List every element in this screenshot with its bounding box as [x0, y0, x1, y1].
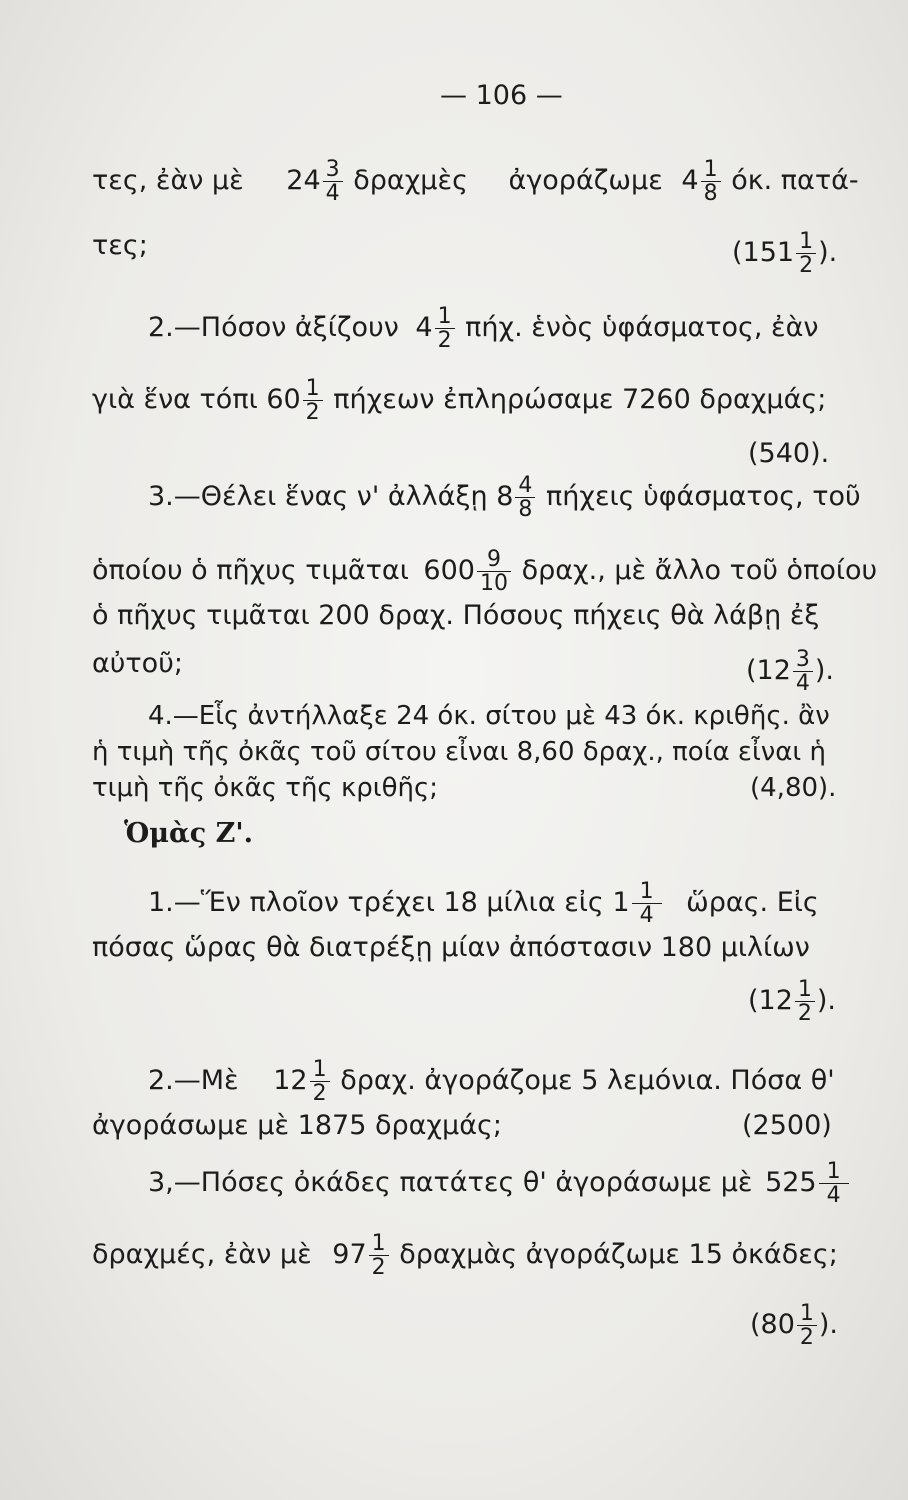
line-text: 2.—Πόσον ἀξίζουν [148, 312, 399, 343]
text-line-9 [92, 648, 183, 680]
answer [742, 1110, 832, 1142]
whole-number: 600 [423, 555, 475, 586]
fraction-denominator: 8 [701, 181, 721, 205]
answer [750, 1302, 838, 1349]
line-text: πήχεων ἐπληρώσαμε 7260 δραχμάς; [333, 384, 827, 415]
fraction-denominator: 4 [632, 903, 662, 927]
fraction [701, 158, 721, 205]
fraction-numerator: 9 [486, 547, 501, 572]
fraction [303, 377, 323, 424]
line-text: όκ. πατά- [731, 165, 859, 196]
fraction [477, 548, 511, 595]
whole-number: 24 [286, 165, 321, 196]
text-line-15 [92, 932, 810, 964]
text-line-20 [92, 1232, 838, 1279]
text-line-4 [92, 377, 826, 424]
line-text: 2.—Μὲ [148, 1065, 239, 1096]
fraction-denominator: 4 [793, 671, 813, 695]
line-text: τες; [92, 230, 148, 261]
fraction-denominator: 2 [303, 400, 323, 424]
fraction [632, 880, 662, 927]
text-line-12 [92, 772, 438, 804]
fraction-denominator: 2 [310, 1081, 330, 1105]
fraction-numerator: 1 [312, 1057, 327, 1082]
answer-text: ). [818, 1309, 839, 1340]
answer-text: ). [818, 237, 838, 268]
fraction-denominator: 2 [795, 1001, 815, 1025]
answer-text: (540). [748, 438, 830, 469]
text-line-17 [148, 1058, 835, 1105]
answer [746, 648, 834, 695]
line-text: τες, ἐὰν μὲ [92, 165, 244, 196]
whole-number: 525 [765, 1167, 817, 1198]
whole-number: 4 [415, 312, 433, 343]
fraction [793, 648, 813, 695]
fraction [369, 1232, 389, 1279]
line-text: ὁ πῆχυς τιμᾶται 200 δραχ. Πόσους πήχεις θὰ λάβῃ ἐξ [92, 600, 820, 631]
heading-text: Ὁμὰς Ζ'. [124, 818, 253, 849]
line-text: 3.—Θέλει ἕνας ν' ἀλλάξῃ [148, 481, 488, 512]
fraction-denominator: 2 [796, 253, 816, 277]
whole-number: 12 [273, 1065, 308, 1096]
fraction-numerator: 1 [799, 229, 814, 254]
whole-number: 60 [266, 384, 301, 415]
line-text: δραχ., μὲ ἄλλο τοῦ ὁποίου [521, 555, 878, 586]
fraction [796, 230, 816, 277]
line-text: ἡ τιμὴ τῆς ὀκᾶς τοῦ σίτου εἶναι 8,60 δραχ., ποία εἶναι ἡ [92, 737, 826, 767]
answer-text: (12 [748, 985, 793, 1016]
fraction-numerator: 1 [639, 879, 654, 904]
answer-text: (2500) [742, 1110, 832, 1141]
page-number: — 106 — [440, 80, 563, 111]
line-text: πήχ. ἑνὸς ὑφάσματος, ἐὰν [465, 312, 819, 343]
text-line-8 [92, 600, 819, 632]
answer-text: (151 [732, 237, 795, 268]
line-text: ἀγοράσωμε μὲ 1875 δραχμάς; [92, 1110, 502, 1141]
fraction-numerator: 1 [797, 977, 812, 1002]
fraction-numerator: 1 [371, 1231, 386, 1256]
fraction [435, 305, 455, 352]
fraction-denominator: 2 [369, 1255, 389, 1279]
fraction [515, 474, 535, 521]
answer-text: ). [814, 655, 835, 686]
fraction-denominator: 10 [477, 571, 511, 595]
answer-text: ). [816, 985, 837, 1016]
fraction [819, 1160, 849, 1207]
line-text: δραχμές, ἐὰν μὲ [92, 1239, 312, 1270]
line-text: 1.—Ἕν πλοῖον τρέχει 18 μίλια εἰς [148, 887, 604, 918]
fraction [323, 158, 343, 205]
text-line-18 [92, 1110, 502, 1142]
text-line-10 [148, 700, 830, 732]
fraction-denominator: 4 [323, 181, 343, 205]
line-text: 3,—Πόσες ὀκάδες πατάτες θ' ἀγοράσωμε μὲ [148, 1167, 753, 1198]
text-line-1 [92, 158, 859, 205]
text-line-14 [148, 880, 819, 927]
fraction-denominator: 4 [819, 1183, 849, 1207]
line-text: ὥρας. Εἰς [686, 887, 819, 918]
fraction [310, 1058, 330, 1105]
line-text: πόσας ὥρας θὰ διατρέξῃ μίαν ἀπόστασιν 180 μιλίων [92, 932, 810, 963]
text-line-11 [92, 736, 826, 768]
fraction-numerator: 4 [518, 473, 533, 498]
answer [748, 438, 829, 470]
answer-text: (12 [746, 655, 791, 686]
answer [750, 772, 836, 804]
whole-number: 4 [681, 165, 699, 196]
fraction [797, 1302, 817, 1349]
text-line-2 [92, 230, 148, 262]
line-text: ὁποίου ὁ πῆχυς τιμᾶται [92, 555, 409, 586]
answer [748, 978, 836, 1025]
whole-number: 8 [496, 481, 514, 512]
section-heading [124, 818, 253, 850]
line-text: πήχεις ὑφάσματος, τοῦ [545, 481, 861, 512]
answer [732, 230, 837, 277]
fraction-numerator: 1 [437, 304, 452, 329]
line-text: δραχμὰς ἀγοράζωμε 15 ὀκάδες; [399, 1239, 838, 1270]
fraction [795, 978, 815, 1025]
text-line-3 [148, 305, 819, 352]
text-line-6 [148, 474, 861, 521]
fraction-denominator: 2 [435, 328, 455, 352]
fraction-numerator: 1 [305, 376, 320, 401]
fraction-numerator: 1 [799, 1301, 814, 1326]
fraction-denominator: 2 [797, 1325, 817, 1349]
line-text: δραχμὲς [353, 165, 468, 196]
fraction-numerator: 3 [795, 647, 810, 672]
whole-number: 1 [612, 887, 630, 918]
fraction-denominator: 8 [515, 497, 535, 521]
line-text: 4.—Εἷς ἀντήλλαξε 24 όκ. σίτου μὲ 43 όκ. κριθῆς. ἂν [148, 701, 830, 731]
line-text: ἀγοράζωμε [508, 165, 663, 196]
answer-text: (80 [750, 1309, 795, 1340]
answer-text: (4,80). [750, 773, 837, 803]
line-text: τιμὴ τῆς ὀκᾶς τῆς κριθῆς; [92, 773, 438, 803]
fraction-numerator: 3 [325, 157, 340, 182]
line-text: γιὰ ἕνα τόπι [92, 384, 258, 415]
fraction-numerator: 1 [826, 1159, 841, 1184]
fraction-numerator: 1 [703, 157, 718, 182]
text-line-7 [92, 548, 877, 595]
line-text: δραχ. ἀγοράζομε 5 λεμόνια. Πόσα θ' [340, 1065, 835, 1096]
line-text: αὐτοῦ; [92, 648, 183, 679]
text-line-19 [148, 1160, 851, 1207]
whole-number: 97 [332, 1239, 367, 1270]
